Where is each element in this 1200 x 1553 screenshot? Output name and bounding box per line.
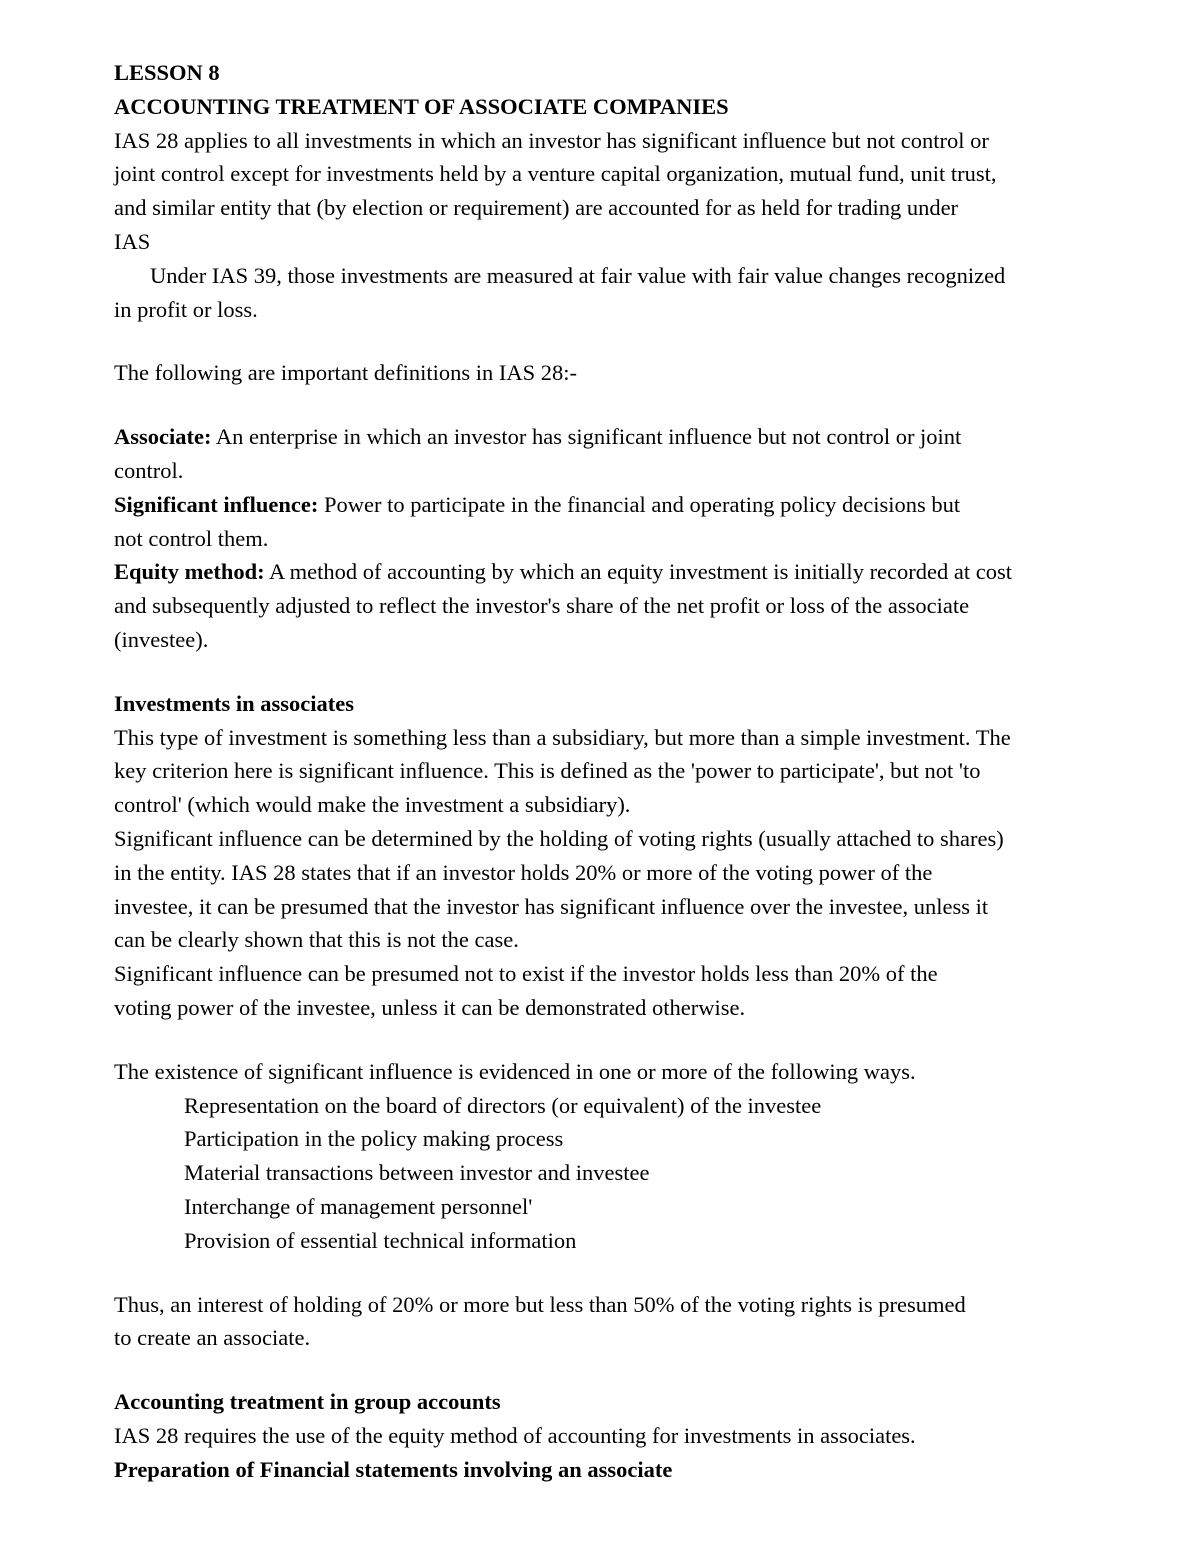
investments-line: Significant influence can be presumed not to exist if the investor holds less than 20% of the [114, 961, 938, 987]
definition-text: Power to participate in the financial and operating policy decisions but [318, 491, 961, 517]
evidence-list [114, 1089, 1144, 1258]
investments-line: investee, it can be presumed that the investor has significant influence over the investee, unless it [114, 893, 989, 919]
list-item: Provision of essential technical information [184, 1227, 577, 1253]
definition-term: Associate: [114, 424, 212, 450]
ias39-line: Under IAS 39, those investments are measured at fair value with fair value changes recognized [150, 262, 1006, 288]
intro-line: joint control except for investments held by a venture capital organization, mutual fund, unit trust, [114, 161, 997, 187]
investments-line: can be clearly shown that this is not the case. [114, 927, 519, 953]
investments-line: control' (which would make the investment a subsidiary). [114, 792, 631, 818]
intro-line: and similar entity that (by election or requirement) are accounted for as held for trading under [114, 195, 959, 221]
definitions-list [114, 420, 1144, 657]
investments-line: key criterion here is significant influence. This is defined as the 'power to participate', but not 'to [114, 758, 981, 784]
definition-text: not control them. [114, 525, 269, 551]
document-page [114, 56, 1144, 1486]
definition-text: and subsequently adjusted to reflect the investor's share of the net profit or loss of the associate [114, 593, 970, 619]
definition-text: An enterprise in which an investor has significant influence but not control or joint [211, 424, 962, 450]
group-accounts-text: IAS 28 requires the use of the equity method of accounting for investments in associates. [114, 1422, 916, 1448]
definition-equity-method [114, 555, 1144, 589]
investments-line: voting power of the investee, unless it can be demonstrated otherwise. [114, 994, 746, 1020]
list-item: Interchange of management personnel' [184, 1193, 533, 1219]
thus-line: Thus, an interest of holding of 20% or more but less than 50% of the voting rights is presumed [114, 1291, 966, 1317]
section-heading-investments: Investments in associates [114, 690, 354, 716]
investments-line: This type of investment is something less than a subsidiary, but more than a simple investment. The [114, 724, 1011, 750]
spacer [114, 1025, 1144, 1055]
ias39-line: in profit or loss. [114, 296, 258, 322]
ias39-paragraph [114, 259, 1144, 327]
intro-line: IAS 28 applies to all investments in which an investor has significant influence but not control or [114, 127, 989, 153]
spacer [114, 390, 1144, 420]
spacer [114, 1355, 1144, 1385]
definition-term: Equity method: [114, 559, 265, 585]
spacer [114, 1258, 1144, 1288]
evidence-intro: The existence of significant influence is evidenced in one or more of the following ways. [114, 1058, 916, 1084]
definition-text: A method of accounting by which an equity investment is initially recorded at cost [264, 559, 1012, 585]
investments-paragraph [114, 721, 1144, 1025]
document-title: ACCOUNTING TREATMENT OF ASSOCIATE COMPANIES [114, 93, 729, 119]
investments-line: in the entity. IAS 28 states that if an investor holds 20% or more of the voting power of the [114, 859, 933, 885]
section-heading-group-accounts: Accounting treatment in group accounts [114, 1389, 501, 1415]
section-heading-preparation: Preparation of Financial statements involving an associate [114, 1456, 673, 1482]
definition-term: Significant influence: [114, 491, 319, 517]
spacer [114, 657, 1144, 687]
list-item: Participation in the policy making process [184, 1126, 564, 1152]
definition-associate [114, 420, 1144, 454]
definition-text: control. [114, 457, 184, 483]
list-item: Material transactions between investor and investee [184, 1160, 650, 1186]
intro-line: IAS [114, 228, 151, 254]
spacer [114, 326, 1144, 356]
thus-paragraph [114, 1288, 1144, 1356]
thus-line: to create an associate. [114, 1325, 311, 1351]
definitions-intro: The following are important definitions in IAS 28:- [114, 360, 578, 386]
definition-text: (investee). [114, 626, 209, 652]
list-item: Representation on the board of directors (or equivalent) of the investee [184, 1092, 822, 1118]
lesson-label: LESSON 8 [114, 60, 220, 85]
intro-paragraph [114, 124, 1144, 259]
investments-line: Significant influence can be determined by the holding of voting rights (usually attached to shares) [114, 825, 1004, 851]
definition-significant-influence [114, 488, 1144, 522]
